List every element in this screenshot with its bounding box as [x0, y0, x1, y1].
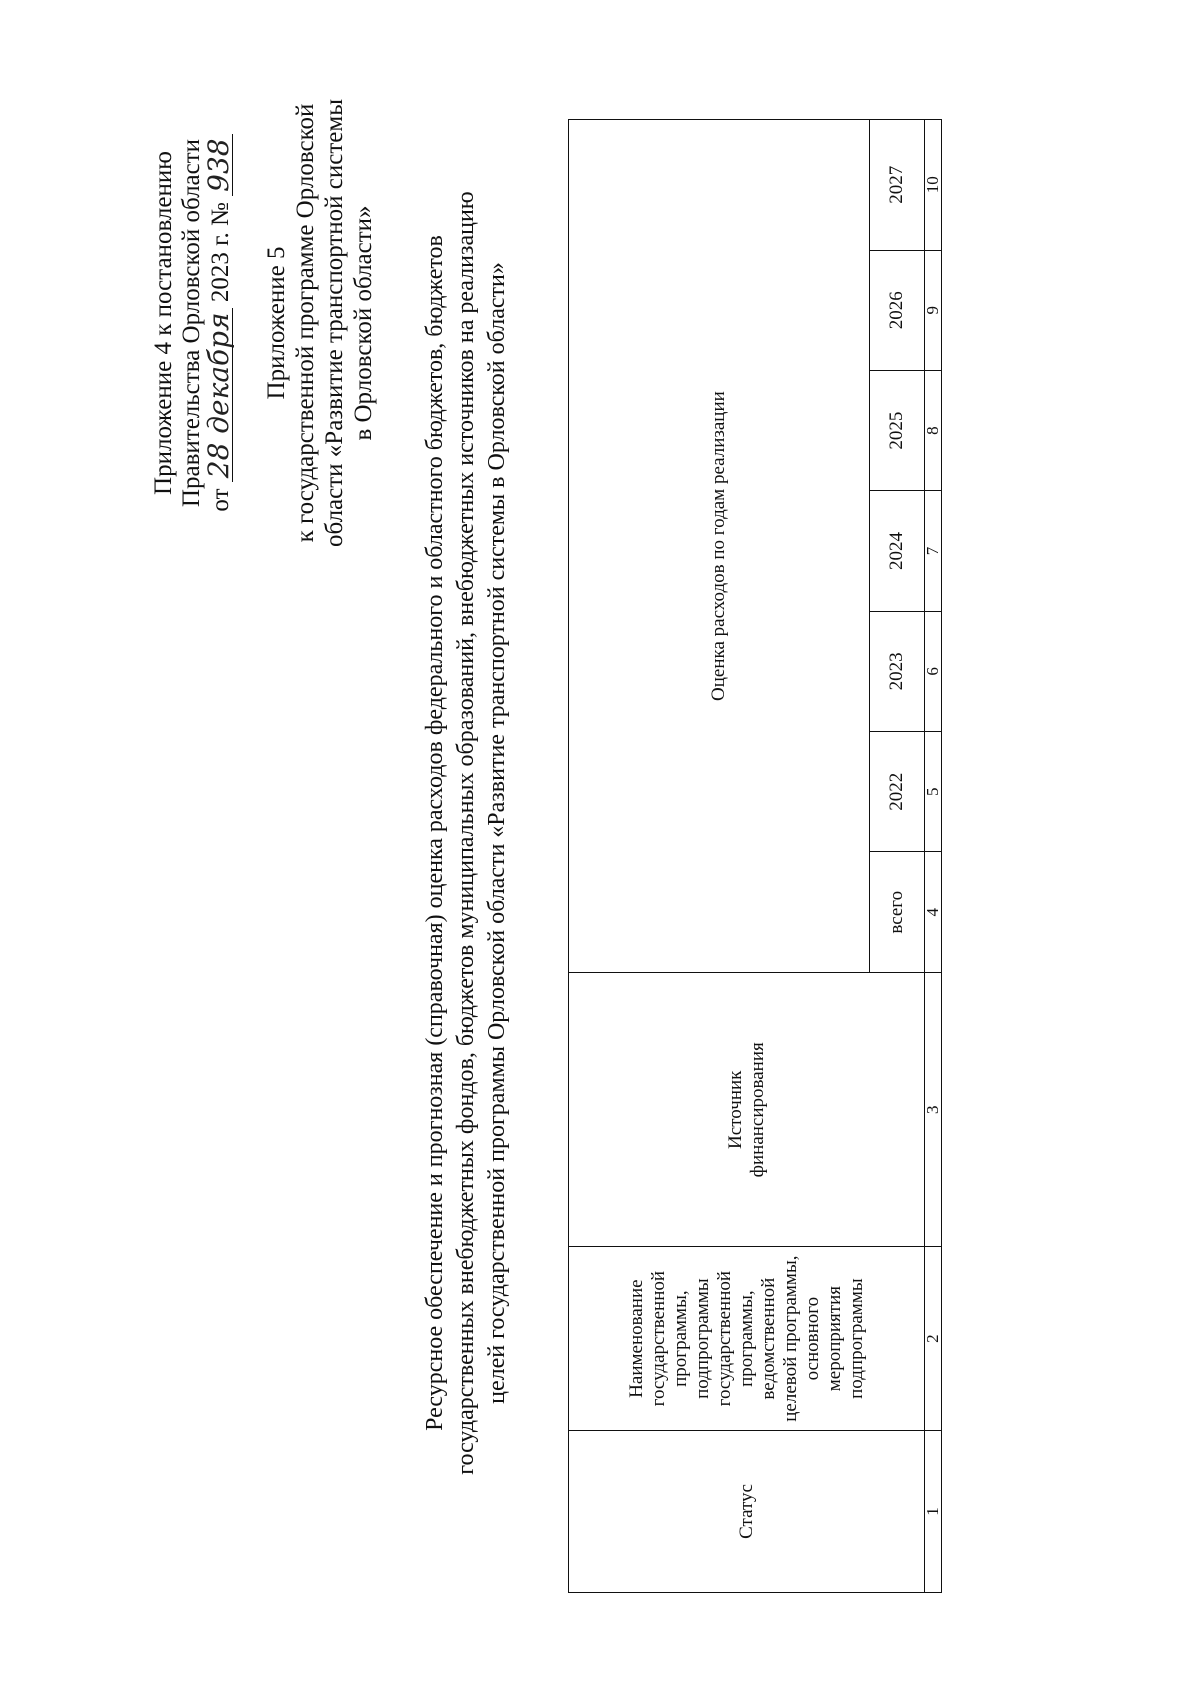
- title-line-2: государственных внебюджетных фондов, бюджетов муниципальных образований, внебюджетных источников на реализацию: [453, 191, 479, 1475]
- annex-block: [262, 23, 378, 623]
- annex-line-4: в Орловской области»: [350, 205, 377, 441]
- approval-block: [150, 63, 235, 583]
- annex-line-1: Приложение 5: [263, 246, 290, 400]
- header-funding-source: [569, 973, 925, 1247]
- handwritten-date: 28 декабря: [206, 308, 233, 482]
- funding-source-l1: Источник: [724, 1070, 746, 1149]
- column-number-2: 2: [925, 1247, 942, 1430]
- program-name-l11: подпрограммы: [845, 1278, 867, 1399]
- subheader-total: всего: [870, 852, 925, 973]
- program-name-l6: программы,: [735, 1290, 757, 1387]
- column-number-1: 1: [925, 1430, 942, 1592]
- title-line-1: Ресурсное обеспечение и прогнозная (справочная) оценка расходов федерального и областного бюджетов, бюджетов: [422, 235, 448, 1431]
- program-name-l9: основного: [801, 1296, 823, 1381]
- header-program-name: [569, 1247, 925, 1430]
- annex-line-2: к государственной программе Орловской: [292, 103, 319, 543]
- approval-line-1: Приложение 4 к постановлению: [150, 151, 177, 495]
- column-number-9: 9: [925, 250, 942, 370]
- approval-line-2: Правительства Орловской области: [178, 138, 205, 508]
- expenses-table: [568, 119, 942, 1593]
- approval-line-3: [202, 63, 235, 583]
- column-number-6: 6: [925, 611, 942, 731]
- program-name-l7: ведомственной: [757, 1277, 779, 1400]
- subheader-2024: 2024: [870, 491, 925, 611]
- program-name-l4: подпрограммы: [691, 1278, 713, 1399]
- column-number-3: 3: [925, 973, 942, 1247]
- handwritten-number: 938: [206, 134, 233, 195]
- approval-year: 2023 г. №: [207, 202, 234, 303]
- column-number-4: 4: [925, 852, 942, 973]
- column-number-5: 5: [925, 732, 942, 852]
- subheader-2026: 2026: [870, 250, 925, 370]
- approval-from: от: [207, 488, 234, 512]
- column-number-8: 8: [925, 370, 942, 490]
- header-expense-estimate: Оценка расходов по годам реализации: [569, 120, 870, 973]
- program-name-l5: государственной: [713, 1270, 735, 1407]
- subheader-2022: 2022: [870, 732, 925, 852]
- title-line-3: целей государственной программы Орловской области «Развитие транспортной системы в Орловской области»: [484, 262, 510, 1404]
- funding-source-l2: финансирования: [746, 1042, 768, 1178]
- column-number-7: 7: [925, 491, 942, 611]
- subheader-2025: 2025: [870, 370, 925, 490]
- program-name-l1: Наименование: [625, 1279, 647, 1398]
- subheader-2027: 2027: [870, 120, 925, 251]
- column-number-10: 10: [925, 120, 942, 251]
- document-title: [420, 83, 513, 1583]
- program-name-l2: государственной: [647, 1270, 669, 1407]
- program-name-l3: программы,: [669, 1290, 691, 1387]
- program-name-l8: целевой программы,: [779, 1255, 801, 1422]
- annex-line-3: области «Развитие транспортной системы: [321, 98, 348, 548]
- header-status: Статус: [569, 1430, 925, 1592]
- subheader-2023: 2023: [870, 611, 925, 731]
- program-name-l10: мероприятия: [823, 1286, 845, 1392]
